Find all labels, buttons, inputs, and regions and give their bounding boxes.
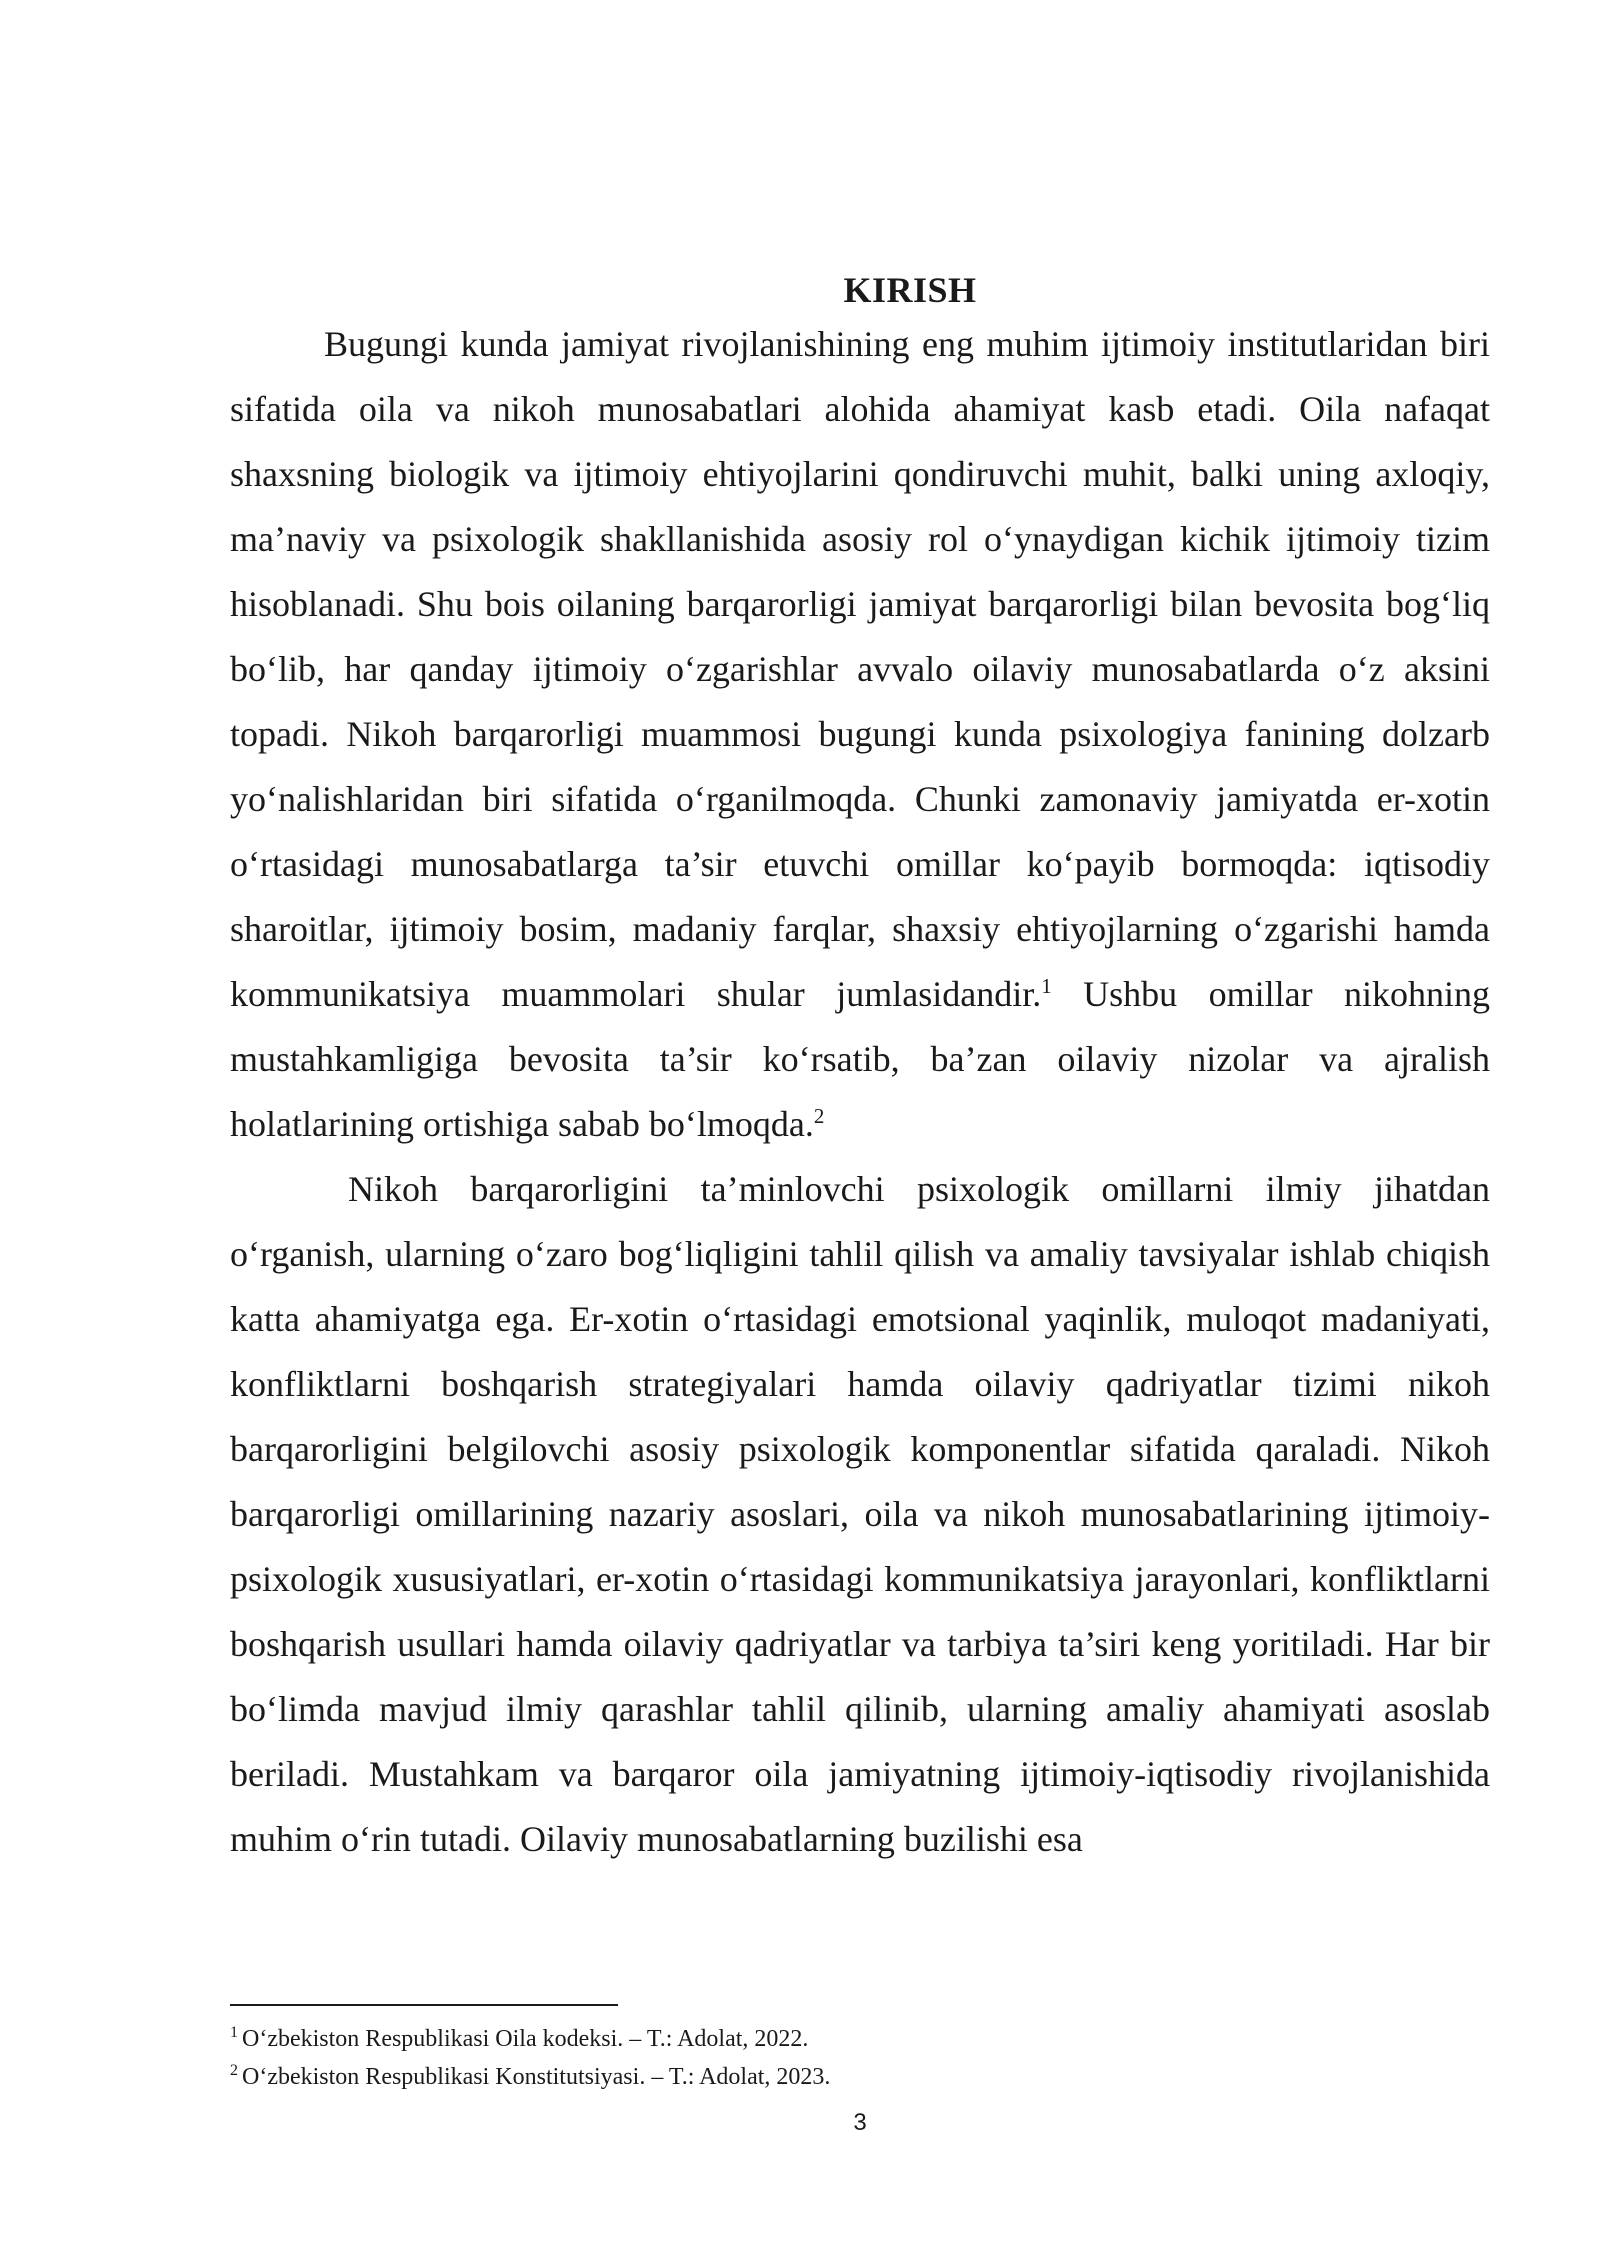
footnote-2-number: 2	[230, 2062, 238, 2079]
footnote-ref-1[interactable]: 1	[1041, 974, 1052, 998]
paragraph-2: Nikoh barqarorligini ta’minlovchi psixologik omillarni ilmiy jihatdan o‘rganish, ularning o‘zaro bog‘liqligini tahlil qilish va amaliy tavsiyalar ishlab chiqish katta ahamiyatga ega. Er-xotin o‘rtasidagi emotsional yaqinlik, muloqot madaniyati, konfliktlarni boshqarish strategiyalari hamda oilaviy qadriyatlar tizimi nikoh barqarorligini belgilovchi asosiy psixologik komponentlar sifatida qaraladi. Nikoh barqarorligi omillarining nazariy asoslari, oila va nikoh munosabatlarining ijtimoiy-psixologik xususiyatlari, er-xotin o‘rtasidagi kommunikatsiya jarayonlari, konfliktlarni boshqarish usullari hamda oilaviy qadriyatlar va tarbiya ta’siri keng yoritiladi. Har bir bo‘limda mavjud ilmiy qarashlar tahlil qilinib, ularning amaliy ahamiyati asoslab beriladi. Mustahkam va barqaror oila jamiyatning ijtimoiy-iqtisodiy rivojlanishida muhim o‘rin tutadi. Oilaviy munosabatlarning buzilishi esa	[230, 1169, 1490, 1859]
footnotes	[230, 2020, 1490, 2096]
page-number: 3	[853, 2109, 867, 2136]
footnote-1-text: O‘zbekiston Respublikasi Oila kodeksi. – T.: Adolat, 2022.	[242, 2026, 809, 2052]
paragraph-1-part-2: Ushbu omillar nikohning mustahkamligiga bevosita ta’sir ko‘rsatib, ba’zan oilaviy nizolar va ajralish holatlarining ortishiga sabab bo‘lmoqda.	[230, 974, 1490, 1144]
footnote-2-text: O‘zbekiston Respublikasi Konstitutsiyasi. – T.: Adolat, 2023.	[242, 2064, 831, 2090]
footnote-2	[230, 2058, 1490, 2096]
paragraph-1	[230, 312, 1490, 1157]
paragraph-1-part-1: Bugungi kunda jamiyat rivojlanishining eng muhim ijtimoiy institutlaridan biri sifatida oila va nikoh munosabatlari alohida ahamiyat kasb etadi. Oila nafaqat shaxsning biologik va ijtimoiy ehtiyojlarini qondiruvchi muhit, balki uning axloqiy, ma’naviy va psixologik shakllanishida asosiy rol o‘ynaydigan kichik ijtimoiy tizim hisoblanadi. Shu bois oilaning barqarorligi jamiyat barqarorligi bilan bevosita bog‘liq bo‘lib, har qanday ijtimoiy o‘zgarishlar avvalo oilaviy munosabatlarda o‘z aksini topadi. Nikoh barqarorligi muammosi bugungi kunda psixologiya fanining dolzarb yo‘nalishlaridan biri sifatida o‘rganilmoqda. Chunki zamonaviy jamiyatda er-xotin o‘rtasidagi munosabatlarga ta’sir etuvchi omillar ko‘payib bormoqda: iqtisodiy sharoitlar, ijtimoiy bosim, madaniy farqlar, shaxsiy ehtiyojlarning o‘zgarishi hamda kommunikatsiya muammolari shular jumlasidandir.	[230, 324, 1490, 1014]
footnote-ref-2[interactable]: 2	[813, 1104, 825, 1128]
footnote-1	[230, 2020, 1490, 2058]
section-title: KIRISH	[843, 270, 977, 310]
body-text	[230, 312, 1490, 1872]
footnote-1-number: 1	[230, 2024, 238, 2041]
footnote-separator	[230, 2004, 618, 2006]
